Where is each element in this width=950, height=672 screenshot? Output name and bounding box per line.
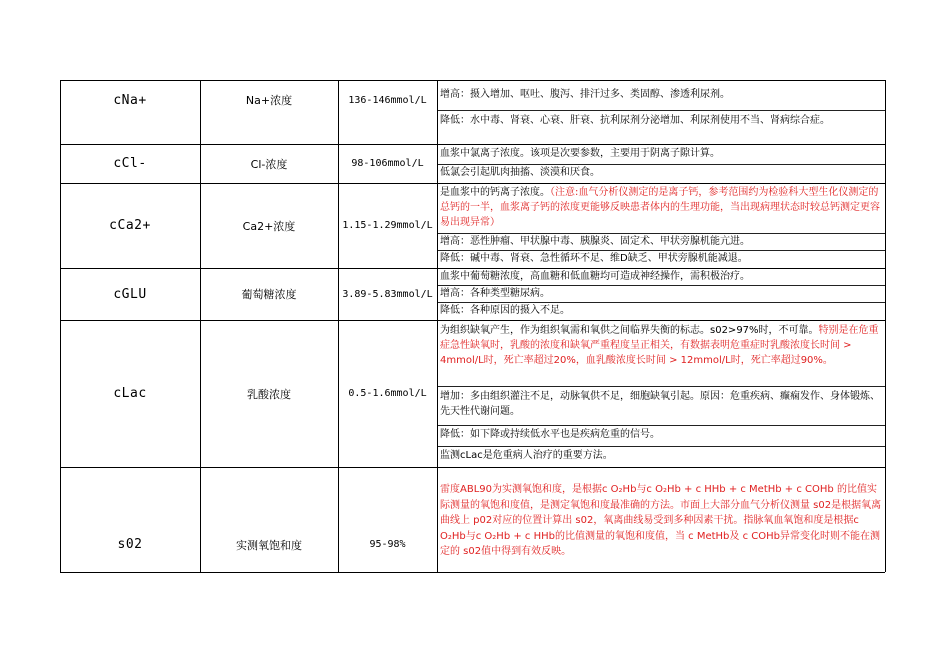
subrow-line (437, 386, 885, 387)
note-description: 血浆中葡萄糖浓度，高血糖和低血糖均可造成神经操作，需积极治疗。 (440, 271, 750, 282)
row-line-bottom (60, 572, 885, 573)
note-description (440, 185, 882, 233)
subrow-line (437, 164, 885, 165)
note-description: 雷度ABL90为实测氧饱和度，是根据c O₂Hb与c O₂Hb + c HHb + c MetHb + c COHb 的比值实际测量的氧饱和度值，是测定氧饱和度最准确的方法。市面上大部分血气分析仪测量 s02是根据氧离曲线上 p02对应的位置计算出 s02，氧离曲线易受到多种因素干扰。指脉氧血氧饱和度是根据c O₂Hb与c O₂Hb + c HHb的比值测量的氧饱和度值，当 c MetHb及 c COHb异常变化时则不能在测定的 s02值中得到有效反映。 (440, 484, 882, 557)
note-warning: （注意:血气分析仪测定的是离子钙，参考范围约为检验科大型生化仪测定的总钙的一半，血浆离子钙的浓度更能够反映患者体内的生理功能，当出现病理状态时较总钙测定更容易出现异常） (440, 187, 880, 228)
note-effect: 低氯会引起肌肉抽搐、淡漠和厌食。 (440, 167, 600, 178)
subrow-line (437, 250, 885, 251)
param-code: cCa2+ (109, 218, 151, 233)
subrow-line (437, 302, 885, 303)
param-range: 1.15-1.29mmol/L (342, 220, 433, 231)
note-increase: 增加：多由组织灌注不足，动脉氧供不足，细胞缺氧引起。原因：危重疾病、癫痫发作、身体锻炼、先天性代谢问题。 (440, 391, 880, 417)
param-code: cCl- (113, 156, 147, 171)
note-decrease: 降低：碱中毒、肾衰、急性循环不足、维D缺乏、甲状旁腺机能减退。 (440, 253, 748, 264)
param-code: cLac (113, 386, 147, 401)
param-range: 95-98% (369, 539, 406, 550)
subrow-line (437, 285, 885, 286)
note-increase: 增高：恶性肿瘤、甲状腺中毒、胰腺炎、固定术、甲状旁腺机能亢进。 (440, 236, 750, 247)
note-warning: 特别是在危重症急性缺氧时，乳酸的浓度和缺氧严重程度呈正相关，有数据表明危重症时乳酸浓度长时间 > 4mmol/L时，死亡率超过20%，血乳酸浓度长时间 > 12mmol/L时，死亡率超过90%。 (440, 325, 879, 366)
param-code: s02 (117, 537, 143, 552)
col-line-3 (437, 80, 438, 572)
param-name: Na+浓度 (245, 94, 293, 107)
param-name: 实测氧饱和度 (236, 538, 302, 552)
param-range: 98-106mmol/L (351, 158, 424, 169)
param-name: 乳酸浓度 (247, 387, 291, 401)
note-text: 是血浆中的钙离子浓度。 (440, 187, 550, 198)
param-code: cGLU (113, 286, 147, 302)
note-monitoring: 监测cLac是危重病人治疗的重要方法。 (440, 450, 613, 461)
note-text: 为组织缺氧产生，作为组织氧需和氧供之间临界失衡的标志。s02>97%时，不可靠。 (440, 325, 819, 336)
param-name: Ca2+浓度 (242, 219, 296, 233)
note-increase: 增高：各种类型糖尿病。 (440, 288, 550, 299)
param-range: 3.89-5.83mmol/L (342, 288, 433, 300)
note-decrease: 降低：各种原因的摄入不足。 (440, 305, 570, 316)
subrow-line (437, 446, 885, 447)
param-code: cNa+ (113, 92, 147, 108)
param-name: 葡萄糖浓度 (241, 288, 297, 301)
note-decrease: 降低：水中毒、肾衰、心衰、肝衰、抗利尿剂分泌增加、利尿剂使用不当、肾病综合症。 (440, 115, 830, 126)
subrow-line (437, 110, 885, 111)
subrow-line (437, 233, 885, 234)
note-description (440, 323, 882, 385)
param-name: Cl-浓度 (250, 157, 288, 171)
note-increase: 增高：摄入增加、呕吐、腹泻、排汗过多、类固醇、渗透利尿剂。 (440, 89, 730, 100)
param-range: 136-146mmol/L (348, 94, 427, 106)
subrow-line (437, 425, 885, 426)
param-range: 0.5-1.6mmol/L (348, 388, 427, 399)
note-description: 血浆中氯离子浓度。该项是次要参数，主要用于阴离子隙计算。 (440, 148, 720, 159)
col-line-right (885, 80, 886, 572)
note-decrease: 降低：如下降或持续低水平也是疾病危重的信号。 (440, 429, 660, 440)
